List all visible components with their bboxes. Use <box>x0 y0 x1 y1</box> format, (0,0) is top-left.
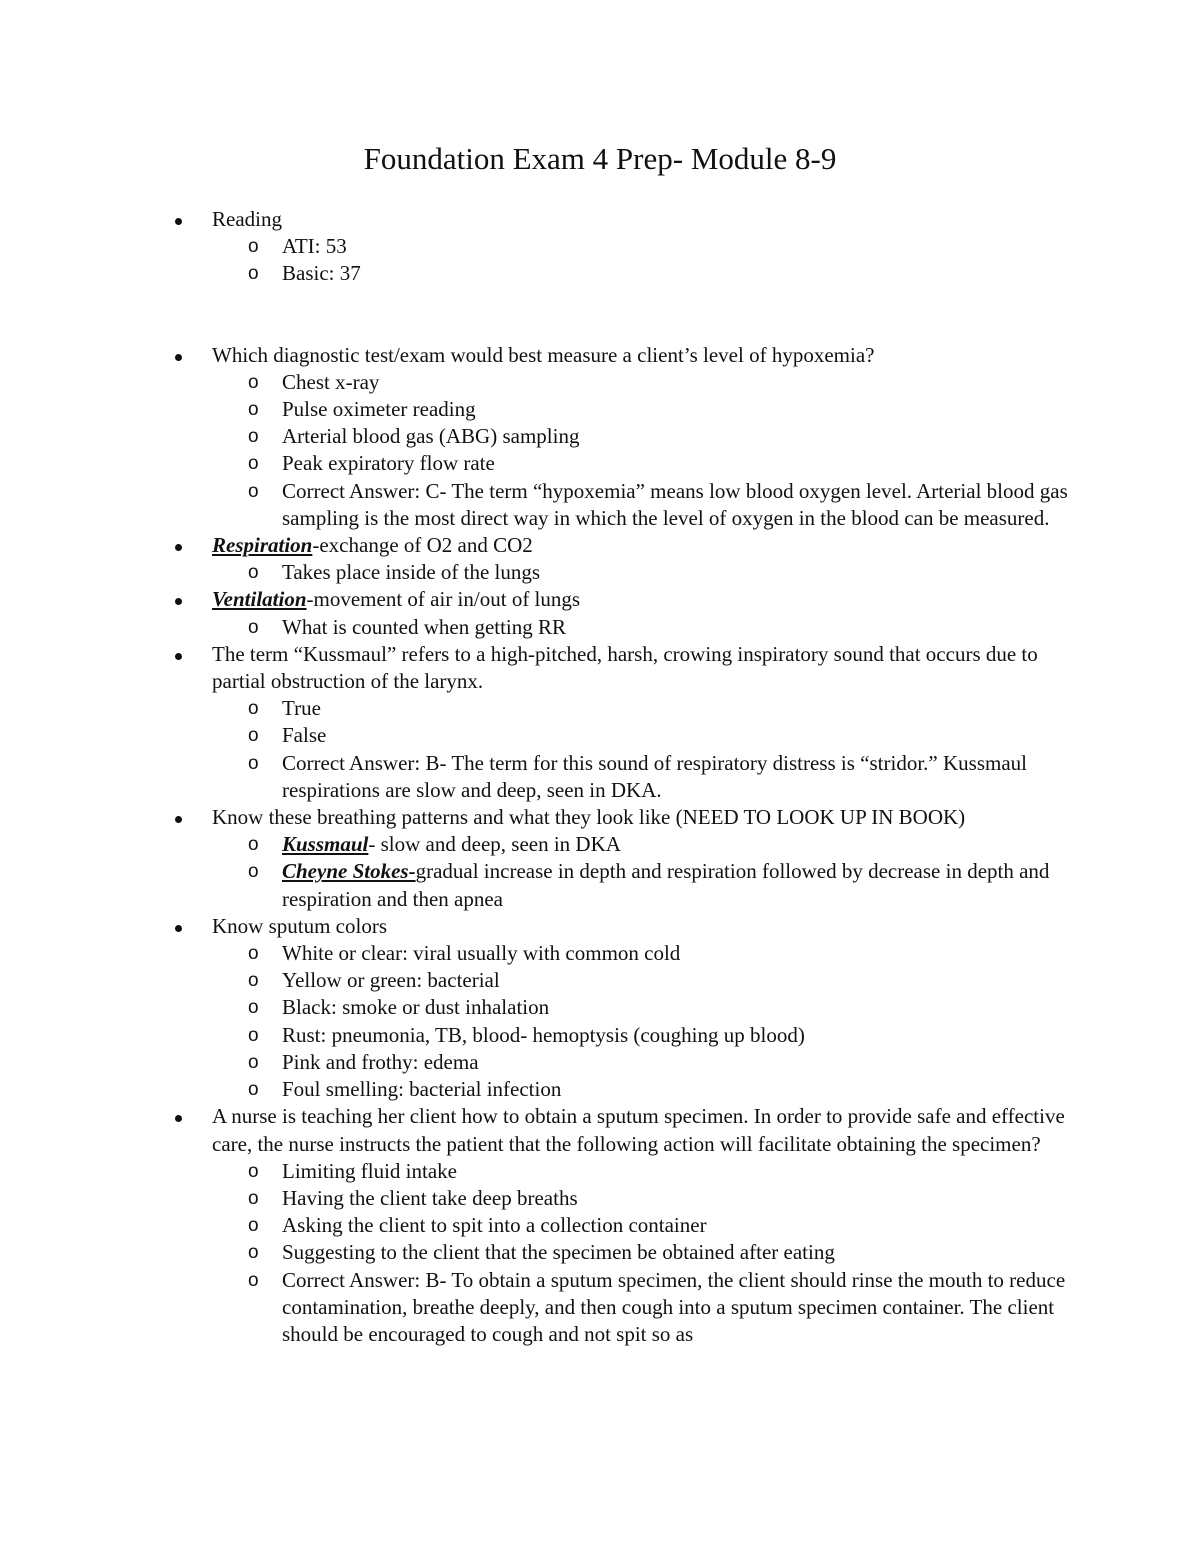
sub-bullet-marker: o <box>248 1187 259 1209</box>
bullet-dot <box>175 653 182 660</box>
sub-bullet-marker: o <box>248 698 259 720</box>
sub-item <box>172 1267 1072 1349</box>
sub-bullet-marker: o <box>248 453 259 475</box>
bullet-list <box>172 206 1072 1348</box>
sub-item <box>172 1239 1072 1266</box>
sub-item <box>172 396 1072 423</box>
sub-item <box>172 967 1072 994</box>
sub-item <box>172 994 1072 1021</box>
bullet-dot <box>175 218 182 225</box>
sub-item-text: gradual increase in depth and respiration followed by decrease in depth and respiration and then apnea <box>282 859 1050 911</box>
sub-item <box>172 260 1072 287</box>
sub-bullet-marker: o <box>248 943 259 965</box>
sub-item <box>172 478 1072 532</box>
sub-item <box>172 369 1072 396</box>
sub-item-text: Chest x-ray <box>282 369 380 394</box>
sub-item-text: Black: smoke or dust inhalation <box>282 995 550 1020</box>
sub-item-text: Foul smelling: bacterial infection <box>282 1077 562 1102</box>
sub-item-text: Takes place inside of the lungs <box>282 560 541 585</box>
term-label: Cheyne Stokes- <box>282 859 416 884</box>
sub-item-text: Having the client take deep breaths <box>282 1185 578 1210</box>
sub-item <box>172 1076 1072 1103</box>
bullet-text: Reading <box>212 207 282 231</box>
sub-item-text: False <box>282 723 327 748</box>
sub-bullet-marker: o <box>248 399 259 421</box>
page-title: Foundation Exam 4 Prep- Module 8-9 <box>363 141 837 176</box>
term-label: Kussmaul <box>282 832 369 857</box>
sub-bullet-marker: o <box>248 480 259 502</box>
sub-bullet-marker: o <box>248 725 259 747</box>
bullet-text: -movement of air in/out of lungs <box>306 587 581 612</box>
sub-bullet-marker: o <box>248 1051 259 1073</box>
sub-item <box>172 423 1072 450</box>
sub-item-text: Rust: pneumonia, TB, blood- hemoptysis (coughing up blood) <box>282 1022 805 1047</box>
sub-bullet-marker: o <box>248 1269 259 1291</box>
bullet-item <box>172 206 1072 233</box>
bullet-item <box>172 804 1072 831</box>
sub-item <box>172 858 1072 912</box>
bullet-dot <box>175 544 182 551</box>
sub-item <box>172 450 1072 477</box>
sub-item <box>172 559 1072 586</box>
sub-item <box>172 722 1072 749</box>
sub-item-text: Basic: 37 <box>282 261 361 286</box>
bullet-item <box>172 1103 1072 1157</box>
sub-item <box>172 750 1072 804</box>
sub-item-text: Arterial blood gas (ABG) sampling <box>282 424 580 449</box>
bullet-item <box>172 532 1072 559</box>
sub-bullet-marker: o <box>248 263 259 285</box>
bullet-text: Know sputum colors <box>212 913 387 938</box>
sub-bullet-marker: o <box>248 834 259 856</box>
bullet-text: A nurse is teaching her client how to obtain a sputum specimen. In order to provide safe and effective care, the nurse instructs the patient that the following action will facilitate obtaining the specimen? <box>212 1104 1065 1156</box>
bullet-item <box>172 342 1072 369</box>
sub-bullet-marker: o <box>248 562 259 584</box>
sub-item-text: Yellow or green: bacterial <box>282 968 500 993</box>
sub-bullet-marker: o <box>248 1024 259 1046</box>
sub-bullet-marker: o <box>248 1215 259 1237</box>
term-label: Respiration <box>212 533 313 558</box>
sub-bullet-marker: o <box>248 970 259 992</box>
sub-item-text: White or clear: viral usually with common cold <box>282 941 681 966</box>
sub-item <box>172 1212 1072 1239</box>
sub-item-text: What is counted when getting RR <box>282 614 567 639</box>
sub-bullet-marker: o <box>248 371 259 393</box>
sub-bullet-marker: o <box>248 861 259 883</box>
sub-item <box>172 614 1072 641</box>
bullet-dot <box>175 816 182 823</box>
sub-bullet-marker: o <box>248 997 259 1019</box>
bullet-text: Know these breathing patterns and what they look like (NEED TO LOOK UP IN BOOK) <box>212 805 966 830</box>
spacer <box>172 288 1072 342</box>
sub-item <box>172 831 1072 858</box>
sub-bullet-marker: o <box>248 752 259 774</box>
sub-item-text: Correct Answer: B- The term for this sound of respiratory distress is “stridor.” Kussmaul respirations are slow and deep, seen in DKA. <box>282 750 1027 802</box>
sub-item <box>172 233 1072 260</box>
sub-item <box>172 695 1072 722</box>
sub-item-text: Pulse oximeter reading <box>282 397 476 422</box>
sub-bullet-marker: o <box>248 236 259 258</box>
bullet-dot <box>175 354 182 361</box>
sub-bullet-marker: o <box>248 426 259 448</box>
sub-item <box>172 1185 1072 1212</box>
sub-item-text: Pink and frothy: edema <box>282 1049 479 1074</box>
sub-item-text: Suggesting to the client that the specimen be obtained after eating <box>282 1240 835 1265</box>
bullet-item <box>172 913 1072 940</box>
sub-item-text: Correct Answer: B- To obtain a sputum specimen, the client should rinse the mouth to reduce contamination, breathe deeply, and then cough into a sputum specimen container. The client should be encouraged to cough and not spit so as <box>282 1267 1066 1346</box>
bullet-dot <box>175 925 182 932</box>
sub-item-text: Limiting fluid intake <box>282 1158 457 1183</box>
sub-item-text: Asking the client to spit into a collection container <box>282 1213 707 1238</box>
bullet-dot <box>175 1115 182 1122</box>
sub-item-text: True <box>282 696 321 721</box>
sub-item-text: ATI: 53 <box>282 234 347 259</box>
bullet-text: -exchange of O2 and CO2 <box>312 533 533 558</box>
term-label: Ventilation <box>212 587 307 612</box>
bullet-text: The term “Kussmaul” refers to a high-pitched, harsh, crowing inspiratory sound that occurs due to partial obstruction of the larynx. <box>212 641 1038 694</box>
sub-item <box>172 1022 1072 1049</box>
sub-bullet-marker: o <box>248 1242 259 1264</box>
sub-item <box>172 1049 1072 1076</box>
sub-item <box>172 940 1072 967</box>
bullet-item <box>172 641 1072 695</box>
sub-item-text: - slow and deep, seen in DKA <box>368 832 621 857</box>
sub-item-text: Peak expiratory flow rate <box>282 451 495 476</box>
bullet-item <box>172 586 1072 613</box>
sub-item <box>172 1158 1072 1185</box>
bullet-dot <box>175 598 182 605</box>
sub-bullet-marker: o <box>248 1160 259 1182</box>
bullet-text: Which diagnostic test/exam would best measure a client’s level of hypoxemia? <box>212 342 875 367</box>
sub-bullet-marker: o <box>248 1079 259 1101</box>
sub-bullet-marker: o <box>248 616 259 638</box>
sub-item-text: Correct Answer: C- The term “hypoxemia” means low blood oxygen level. Arterial blood gas sampling is the most direct way in which the level of oxygen in the blood can be measured. <box>282 478 1068 530</box>
